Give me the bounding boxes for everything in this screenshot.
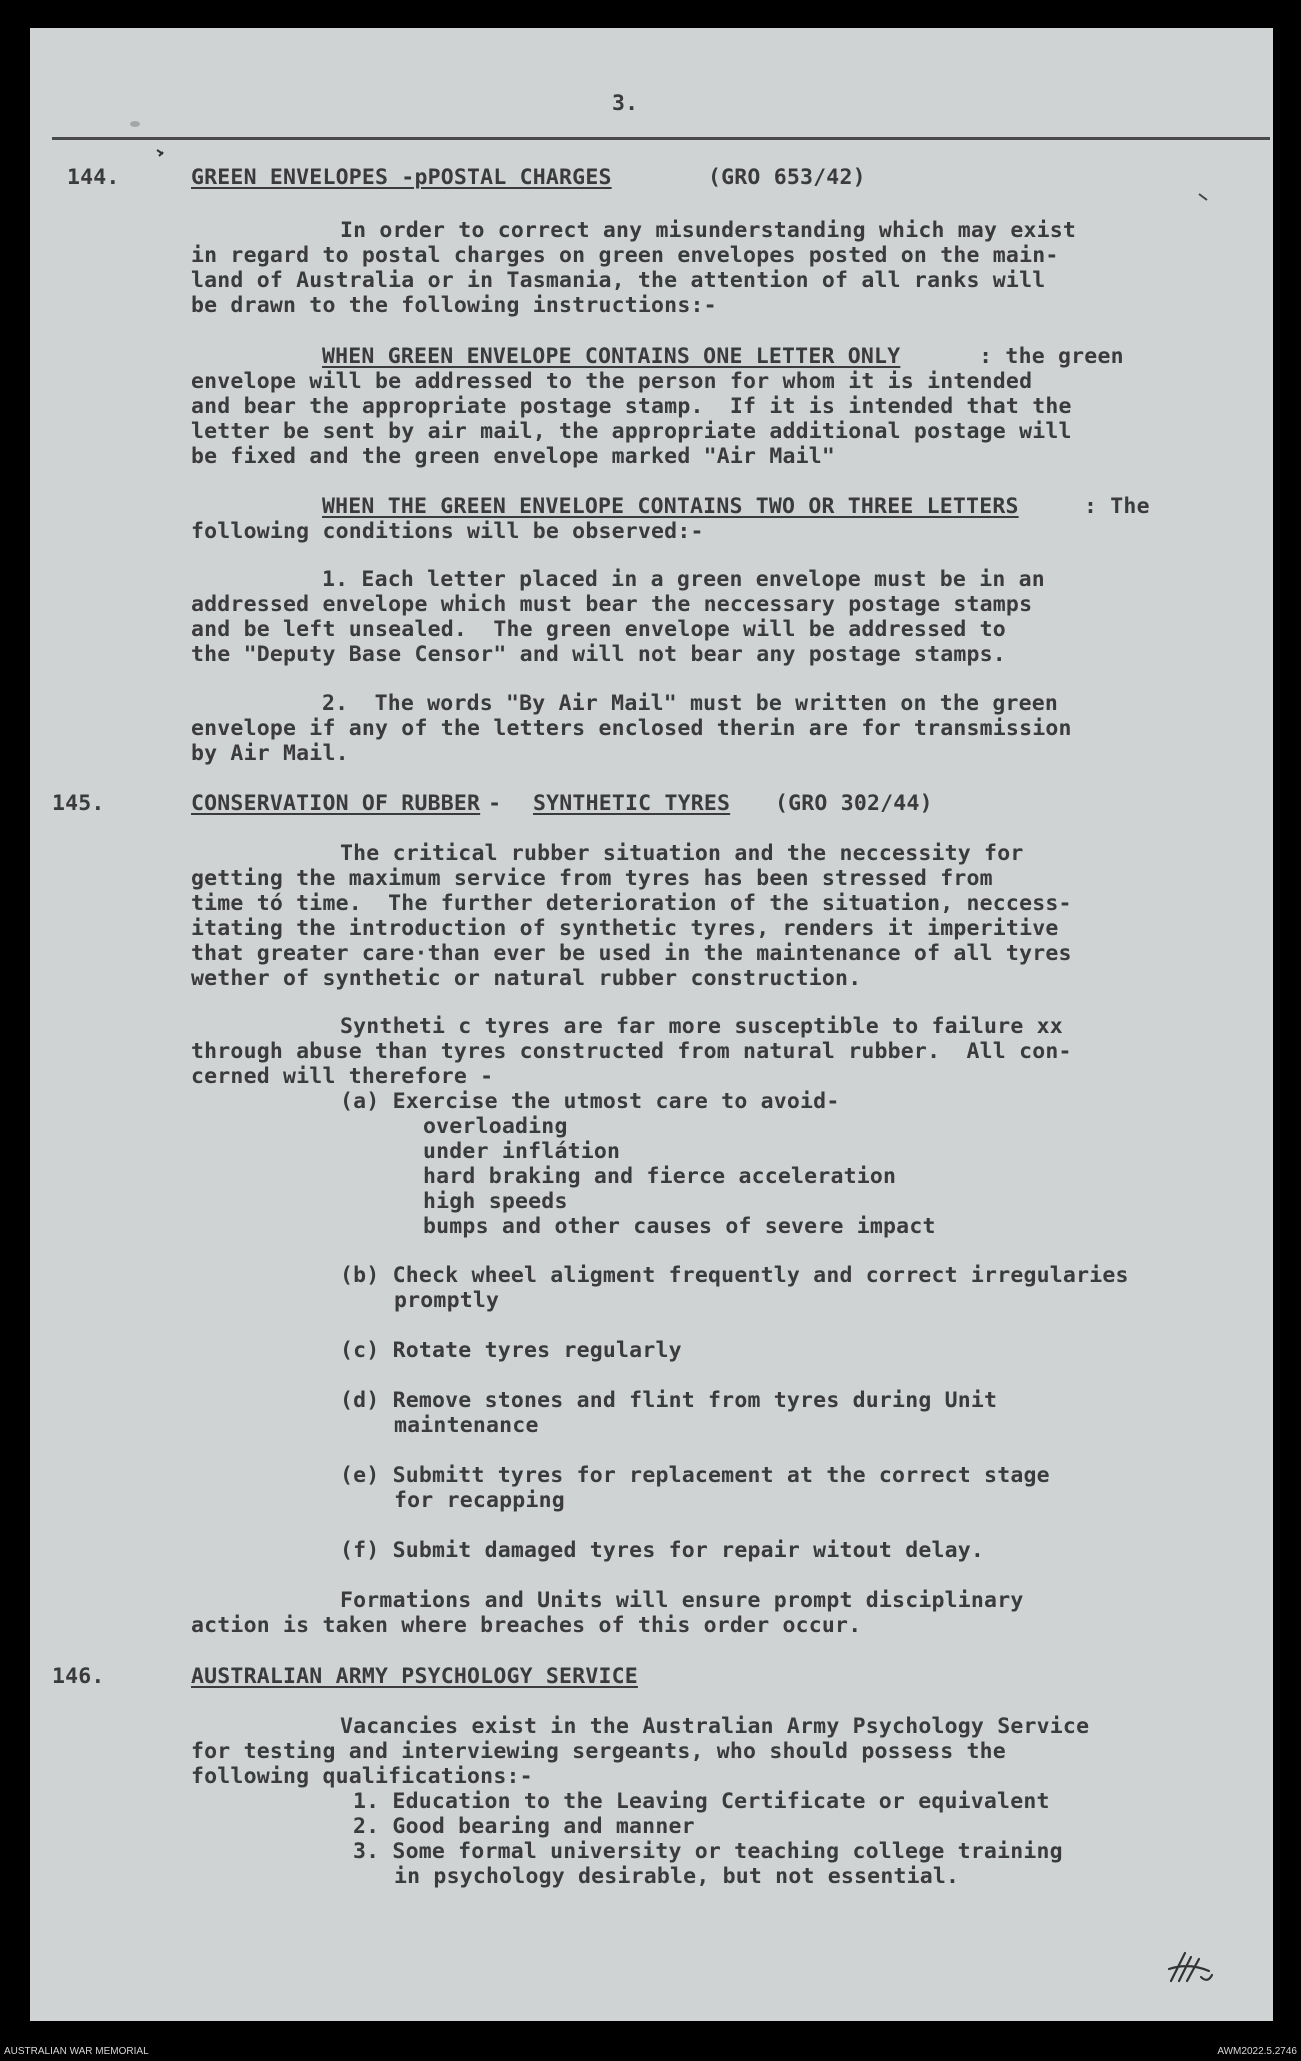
section-144-point1-line: 1. Each letter placed in a green envelope must be in an (322, 567, 1045, 592)
section-145-para2-line: Syntheti c tyres are far more susceptible to failure xx (340, 1014, 1063, 1039)
section-144-case2-line: following conditions will be observed:- (191, 519, 704, 544)
section-146-intro-line: Vacancies exist in the Australian Army Psychology Service (340, 1714, 1090, 1739)
section-144-point1-line: and be left unsealed. The green envelope will be addressed to (191, 617, 1006, 642)
section-145-item-e: (e) Submitt tyres for replacement at the correct stage (340, 1463, 1050, 1488)
section-145-item-a-sub: under inflátion (423, 1139, 621, 1164)
section-144-point1-line: addressed envelope which must bear the neccessary postage stamps (191, 592, 1033, 617)
section-145-item-d: (d) Remove stones and flint from tyres during Unit (340, 1388, 998, 1413)
document-page (30, 28, 1273, 2021)
section-144-case1-line: and bear the appropriate postage stamp. If it is intended that the (191, 394, 1072, 419)
section-144-case2-heading: WHEN THE GREEN ENVELOPE CONTAINS TWO OR THREE LETTERS (322, 494, 1019, 519)
paper-speck-mark (1195, 188, 1215, 208)
section-144-case1-line: envelope will be addressed to the person for whom it is intended (191, 369, 1033, 394)
handwritten-initials (1165, 1947, 1215, 1987)
section-145-item-a-sub: bumps and other causes of severe impact (423, 1214, 936, 1239)
footer-archive-name: AUSTRALIAN WAR MEMORIAL (4, 2046, 149, 2057)
paper-stain-mark (125, 108, 165, 168)
section-145-intro-line: time tó time. The further deterioration of the situation, neccess- (191, 891, 1072, 916)
section-146-number: 146. (52, 1664, 105, 1689)
section-145-para2-line: cerned will therefore - (191, 1064, 494, 1089)
header-rule (52, 137, 1270, 140)
section-145-heading-b: SYNTHETIC TYRES (533, 791, 731, 816)
section-145-item-b-cont: promptly (394, 1288, 500, 1313)
section-144-intro-line: land of Australia or in Tasmania, the attention of all ranks will (191, 268, 1046, 293)
section-144-intro-line: in regard to postal charges on green envelopes posted on the main- (191, 243, 1059, 268)
section-145-item-b: (b) Check wheel aligment frequently and correct irregularies (340, 1263, 1129, 1288)
section-145-item-a-sub: high speeds (423, 1189, 568, 1214)
section-144-reference: (GRO 653/42) (708, 165, 866, 190)
document-sheet (30, 28, 1273, 2021)
section-145-number: 145. (52, 791, 105, 816)
section-144-case1-heading: WHEN GREEN ENVELOPE CONTAINS ONE LETTER ONLY (322, 344, 901, 369)
section-144-case1-line: letter be sent by air mail, the appropriate additional postage will (191, 419, 1072, 444)
section-146-qualification: 1. Education to the Leaving Certificate or equivalent (353, 1789, 1050, 1814)
section-144-intro-line: In order to correct any misunderstanding which may exist (340, 218, 1077, 243)
section-145-heading-a: CONSERVATION OF RUBBER (191, 791, 481, 816)
section-144-number: 144. (67, 165, 120, 190)
section-145-para2-line: through abuse than tyres constructed from natural rubber. All con- (191, 1039, 1072, 1064)
section-144-heading: GREEN ENVELOPES -pPOSTAL CHARGES (191, 165, 612, 190)
section-144-case1-tail: : the green (966, 344, 1124, 369)
footer-item-id: AWM2022.5.2746 (1217, 2046, 1297, 2057)
section-144-intro-line: be drawn to the following instructions:- (191, 293, 717, 318)
section-145-intro-line: itating the introduction of synthetic tyres, renders it imperitive (191, 916, 1059, 941)
section-145-separator: - (475, 791, 515, 816)
section-145-intro-line: getting the maximum service from tyres has been stressed from (191, 866, 993, 891)
section-144-point1-line: the "Deputy Base Censor" and will not bear any postage stamps. (191, 642, 1006, 667)
page-number: 3. (612, 91, 639, 116)
section-146-qualification-cont: in psychology desirable, but not essential. (394, 1864, 960, 1889)
section-145-intro-line: that greater care·than ever be used in the maintenance of all tyres (191, 941, 1072, 966)
section-146-intro-line: for testing and interviewing sergeants, who should possess the (191, 1739, 1006, 1764)
section-146-qualification: 2. Good bearing and manner (353, 1814, 695, 1839)
section-144-point2-line: envelope if any of the letters enclosed therin are for transmission (191, 716, 1072, 741)
section-145-reference: (GRO 302/44) (775, 791, 933, 816)
section-144-point2-line: by Air Mail. (191, 741, 349, 766)
section-145-item-e-cont: for recapping (394, 1488, 565, 1513)
section-146-heading: AUSTRALIAN ARMY PSYCHOLOGY SERVICE (191, 1664, 638, 1689)
section-146-intro-line: following qualifications:- (191, 1764, 533, 1789)
section-145-closing-line: action is taken where breaches of this order occur. (191, 1613, 862, 1638)
section-144-case2-tail: : The (1084, 494, 1150, 519)
section-146-qualification: 3. Some formal university or teaching college training (353, 1839, 1063, 1864)
section-145-item-c: (c) Rotate tyres regularly (340, 1338, 682, 1363)
section-145-item-a-sub: overloading (423, 1114, 568, 1139)
section-145-closing-line: Formations and Units will ensure prompt disciplinary (340, 1588, 1024, 1613)
section-144-case1-line: be fixed and the green envelope marked "Air Mail" (191, 444, 836, 469)
section-145-item-a-sub: hard braking and fierce acceleration (423, 1164, 897, 1189)
section-145-intro-line: wether of synthetic or natural rubber construction. (191, 966, 862, 991)
section-144-point2-line: 2. The words "By Air Mail" must be written on the green (322, 691, 1059, 716)
section-145-intro-line: The critical rubber situation and the neccessity for (340, 841, 1024, 866)
section-145-item-d-cont: maintenance (394, 1413, 539, 1438)
section-145-item-a: (a) Exercise the utmost care to avoid- (340, 1089, 840, 1114)
section-145-item-f: (f) Submit damaged tyres for repair witout delay. (340, 1538, 985, 1563)
